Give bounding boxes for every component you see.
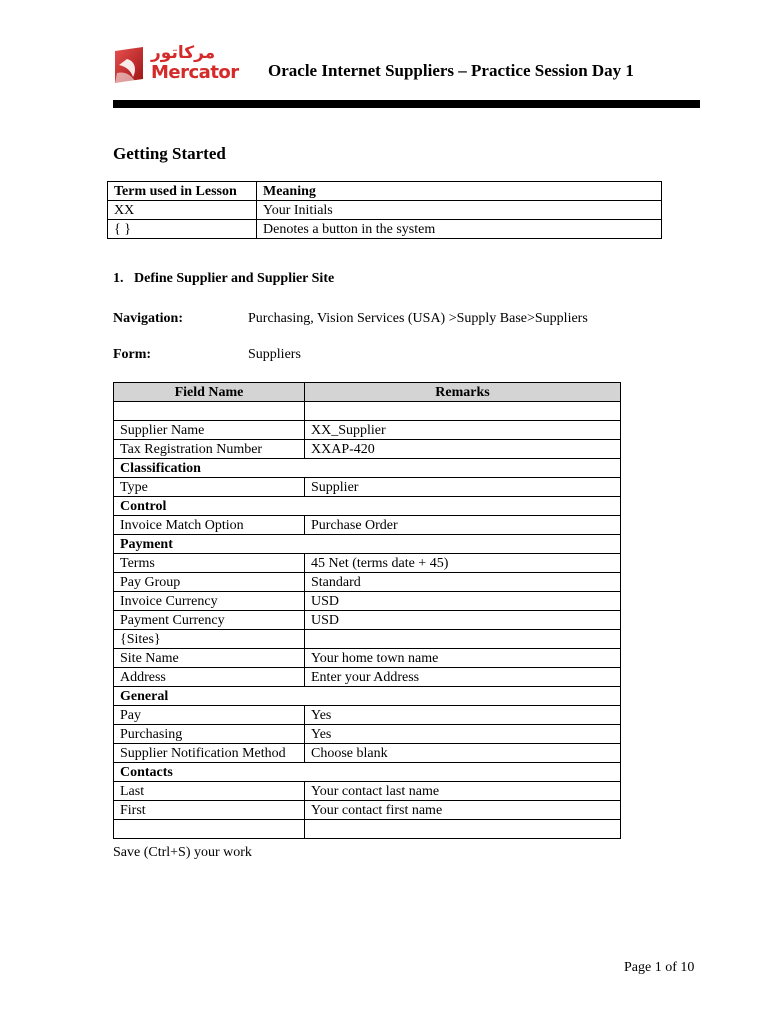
field-name-cell: Invoice Currency xyxy=(114,592,305,611)
fields-table xyxy=(113,382,621,839)
table-row xyxy=(114,592,621,611)
table-row xyxy=(114,687,621,706)
group-label-cell: General xyxy=(114,687,621,706)
table-row xyxy=(114,402,621,421)
remark-cell: Your contact last name xyxy=(305,782,621,801)
remark-cell: Standard xyxy=(305,573,621,592)
remark-cell: USD xyxy=(305,611,621,630)
logo-mark-icon xyxy=(113,45,147,85)
section-title xyxy=(113,271,334,287)
remark-cell: USD xyxy=(305,592,621,611)
remark-cell: Purchase Order xyxy=(305,516,621,535)
table-row xyxy=(114,801,621,820)
table-row xyxy=(108,220,662,239)
field-name-cell: Tax Registration Number xyxy=(114,440,305,459)
field-name-cell: Site Name xyxy=(114,649,305,668)
group-label-cell: Classification xyxy=(114,459,621,478)
terms-header-term: Term used in Lesson xyxy=(108,182,257,201)
form-name: Suppliers xyxy=(248,347,301,362)
field-name-cell xyxy=(114,820,305,839)
meaning-cell: Your Initials xyxy=(257,201,662,220)
terms-table xyxy=(107,181,662,239)
field-name-cell: Terms xyxy=(114,554,305,573)
field-name-cell: Supplier Name xyxy=(114,421,305,440)
table-row xyxy=(114,611,621,630)
form-label: Form: xyxy=(113,347,152,362)
field-name-cell: First xyxy=(114,801,305,820)
meaning-cell: Denotes a button in the system xyxy=(257,220,662,239)
terms-header-meaning: Meaning xyxy=(257,182,662,201)
table-row xyxy=(114,516,621,535)
fields-header-row xyxy=(114,383,621,402)
field-name-cell: Payment Currency xyxy=(114,611,305,630)
field-name-cell: Address xyxy=(114,668,305,687)
remark-cell xyxy=(305,402,621,421)
term-cell: XX xyxy=(108,201,257,220)
header-divider xyxy=(113,100,700,108)
remark-cell: Supplier xyxy=(305,478,621,497)
remark-cell: 45 Net (terms date + 45) xyxy=(305,554,621,573)
group-label-cell: Control xyxy=(114,497,621,516)
field-name-cell: Pay xyxy=(114,706,305,725)
remark-cell xyxy=(305,820,621,839)
table-row xyxy=(114,535,621,554)
table-row xyxy=(114,820,621,839)
field-name-cell: Purchasing xyxy=(114,725,305,744)
section-heading: Getting Started xyxy=(113,144,226,163)
field-name-cell: Type xyxy=(114,478,305,497)
remark-cell: Enter your Address xyxy=(305,668,621,687)
navigation-path: Purchasing, Vision Services (USA) >Supply Base>Suppliers xyxy=(248,311,588,326)
table-row xyxy=(114,725,621,744)
table-row xyxy=(114,497,621,516)
page-number: Page 1 of 10 xyxy=(624,960,695,975)
save-instruction: Save (Ctrl+S) your work xyxy=(113,845,252,860)
remark-cell: XXAP-420 xyxy=(305,440,621,459)
remark-cell: Your home town name xyxy=(305,649,621,668)
term-cell: { } xyxy=(108,220,257,239)
table-row xyxy=(114,668,621,687)
field-name-cell: {Sites} xyxy=(114,630,305,649)
table-row xyxy=(114,421,621,440)
terms-header-row xyxy=(108,182,662,201)
table-row xyxy=(114,459,621,478)
navigation-label: Navigation: xyxy=(113,311,183,326)
table-row xyxy=(114,554,621,573)
remark-cell: Yes xyxy=(305,706,621,725)
group-label-cell: Contacts xyxy=(114,763,621,782)
table-row xyxy=(108,201,662,220)
remark-cell xyxy=(305,630,621,649)
group-label-cell: Payment xyxy=(114,535,621,554)
table-row xyxy=(114,440,621,459)
field-name-cell: Pay Group xyxy=(114,573,305,592)
header-remarks: Remarks xyxy=(305,383,621,402)
table-row xyxy=(114,649,621,668)
logo-arabic-text: مركاتور xyxy=(151,43,216,63)
table-row xyxy=(114,630,621,649)
remark-cell: Your contact first name xyxy=(305,801,621,820)
table-row xyxy=(114,478,621,497)
remark-cell: Yes xyxy=(305,725,621,744)
table-row xyxy=(114,782,621,801)
mercator-logo xyxy=(113,43,239,87)
logo-wordmark: Mercator xyxy=(151,62,239,83)
section-number: 1. xyxy=(113,271,124,286)
section-name: Define Supplier and Supplier Site xyxy=(134,271,335,286)
field-name-cell: Supplier Notification Method xyxy=(114,744,305,763)
table-row xyxy=(114,744,621,763)
field-name-cell: Last xyxy=(114,782,305,801)
remark-cell: XX_Supplier xyxy=(305,421,621,440)
field-name-cell: Invoice Match Option xyxy=(114,516,305,535)
field-name-cell xyxy=(114,402,305,421)
table-row xyxy=(114,763,621,782)
document-title: Oracle Internet Suppliers – Practice Session Day 1 xyxy=(268,61,634,80)
table-row xyxy=(114,706,621,725)
remark-cell: Choose blank xyxy=(305,744,621,763)
header-field-name: Field Name xyxy=(114,383,305,402)
table-row xyxy=(114,573,621,592)
